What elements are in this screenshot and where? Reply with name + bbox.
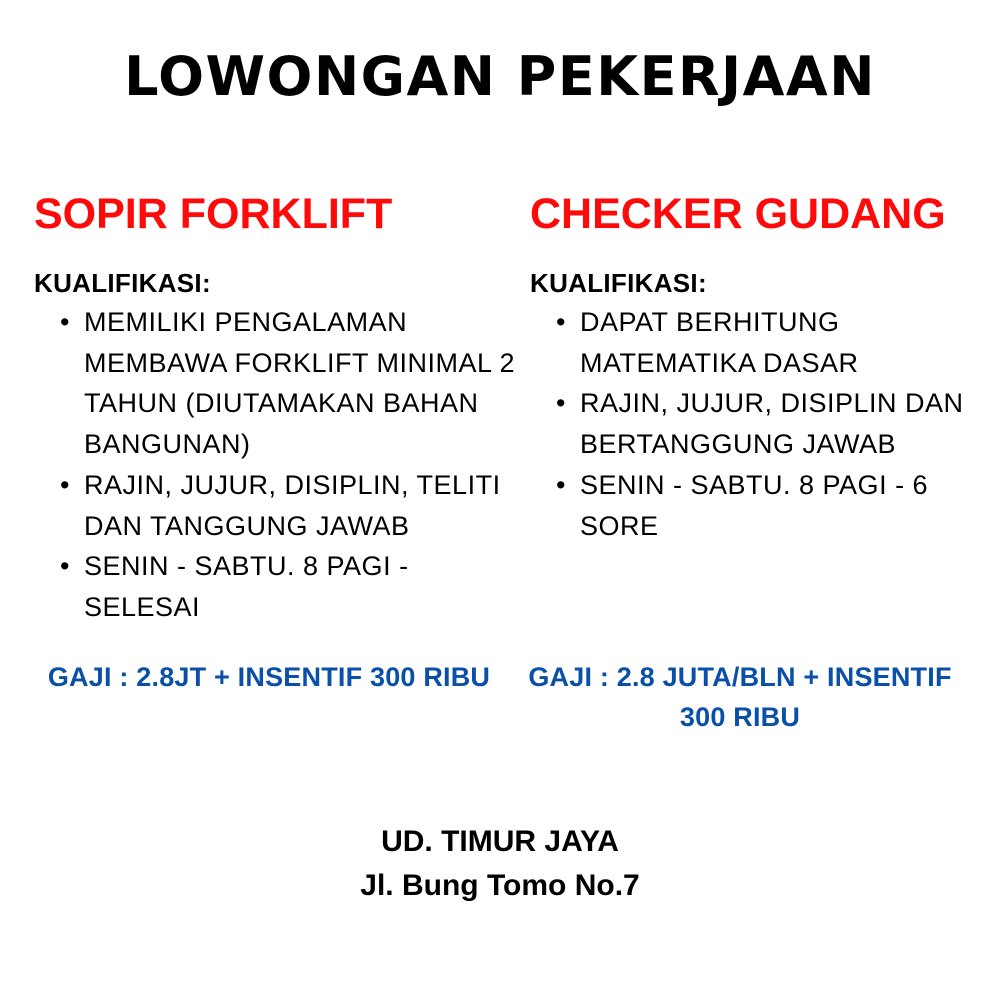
bullet-icon: • (60, 551, 70, 582)
job-title: CHECKER GUDANG (530, 190, 946, 238)
job-title: SOPIR FORKLIFT (34, 190, 393, 238)
requirements-list (34, 302, 529, 628)
salary-checker-gudang: GAJI : 2.8 JUTA/BLN + INSENTIF 300 RIBU (528, 662, 952, 732)
company-address: Jl. Bung Tomo No.7 (360, 869, 640, 902)
bullet-icon: • (556, 307, 566, 337)
salary-sopir-forklift: GAJI : 2.8JT + INSENTIF 300 RIBU (47, 662, 491, 692)
list-item: • MEMILIKI PENGALAMAN MEMBAWA FORKLIFT MINIMAL 2 TAHUN (DIUTAMAKAN BAHAN BANGUNAN) (56, 302, 529, 465)
bullet-icon: • (556, 469, 566, 500)
bullet-icon: • (60, 469, 70, 500)
list-item: • RAJIN, JUJUR, DISIPLIN DAN BERTANGGUNG JAWAB (552, 383, 990, 464)
job-column-sopir-forklift (34, 186, 529, 628)
list-item: • SENIN - SABTU. 8 PAGI - 6 SORE (552, 465, 990, 546)
bullet-icon: • (60, 307, 70, 337)
qualification-label: KUALIFIKASI: (34, 268, 211, 298)
requirements-list (530, 302, 990, 546)
list-item: • SENIN - SABTU. 8 PAGI - SELESAI (56, 546, 529, 627)
page-title: LOWONGAN PEKERJAAN (124, 45, 876, 108)
company-info (0, 820, 1000, 908)
list-item: • DAPAT BERHITUNG MATEMATIKA DASAR (552, 302, 990, 383)
job-column-checker-gudang (530, 186, 990, 546)
qualification-label: KUALIFIKASI: (530, 268, 707, 298)
list-item: • RAJIN, JUJUR, DISIPLIN, TELITI DAN TANGGUNG JAWAB (56, 465, 529, 546)
bullet-icon: • (556, 388, 566, 419)
company-name: UD. TIMUR JAYA (381, 825, 619, 858)
